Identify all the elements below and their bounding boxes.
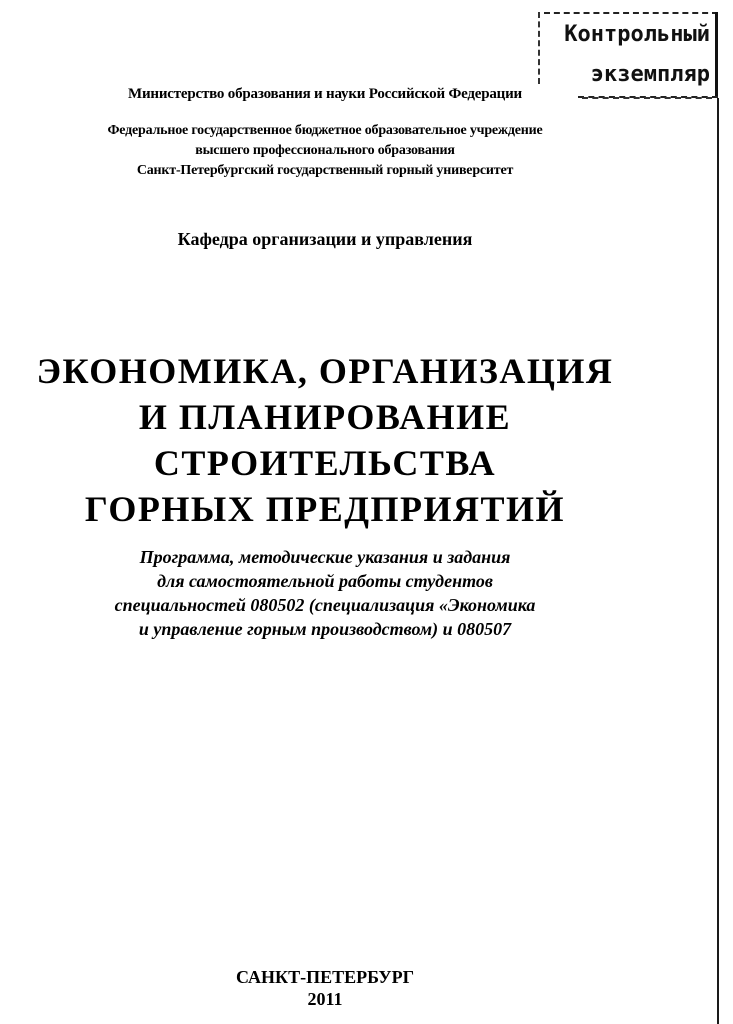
- title-line: ГОРНЫХ ПРЕДПРИЯТИЙ: [84, 489, 566, 529]
- subtitle-line: для самостоятельной работы студентов: [157, 571, 493, 591]
- publication-year: 2011: [307, 989, 343, 1009]
- stamp-text-line1: Контрольный: [564, 22, 710, 47]
- stamp-border-left: [538, 12, 540, 84]
- title-line: И ПЛАНИРОВАНИЕ: [138, 397, 512, 437]
- document-title: [0, 348, 650, 532]
- scan-edge-line: [717, 98, 719, 1024]
- institution-line: высшего профессионального образования: [195, 143, 455, 158]
- department-name: Кафедра организации и управления: [177, 229, 473, 249]
- institution-block: [0, 121, 650, 181]
- publication-place: [0, 966, 650, 1010]
- title-line: СТРОИТЕЛЬСТВА: [153, 443, 497, 483]
- ministry-name: Министерство образования и науки Российской Федерации: [128, 86, 522, 102]
- title-line: ЭКОНОМИКА, ОРГАНИЗАЦИЯ: [36, 351, 614, 391]
- institution-line: Санкт-Петербургский государственный горный университет: [136, 163, 514, 178]
- city-name: САНКТ-ПЕТЕРБУРГ: [235, 967, 415, 987]
- stamp-text-line2: экземпляр: [590, 62, 710, 87]
- stamp-border-right: [715, 12, 718, 98]
- subtitle-line: Программа, методические указания и задания: [139, 547, 511, 567]
- stamp-border-top: [544, 12, 718, 14]
- subtitle-line: специальностей 080502 (специализация «Экономика: [114, 595, 536, 615]
- document-subtitle: [0, 545, 650, 641]
- subtitle-line: и управление горным производством) и 080507: [138, 619, 512, 639]
- institution-line: Федеральное государственное бюджетное образовательное учреждение: [107, 123, 543, 138]
